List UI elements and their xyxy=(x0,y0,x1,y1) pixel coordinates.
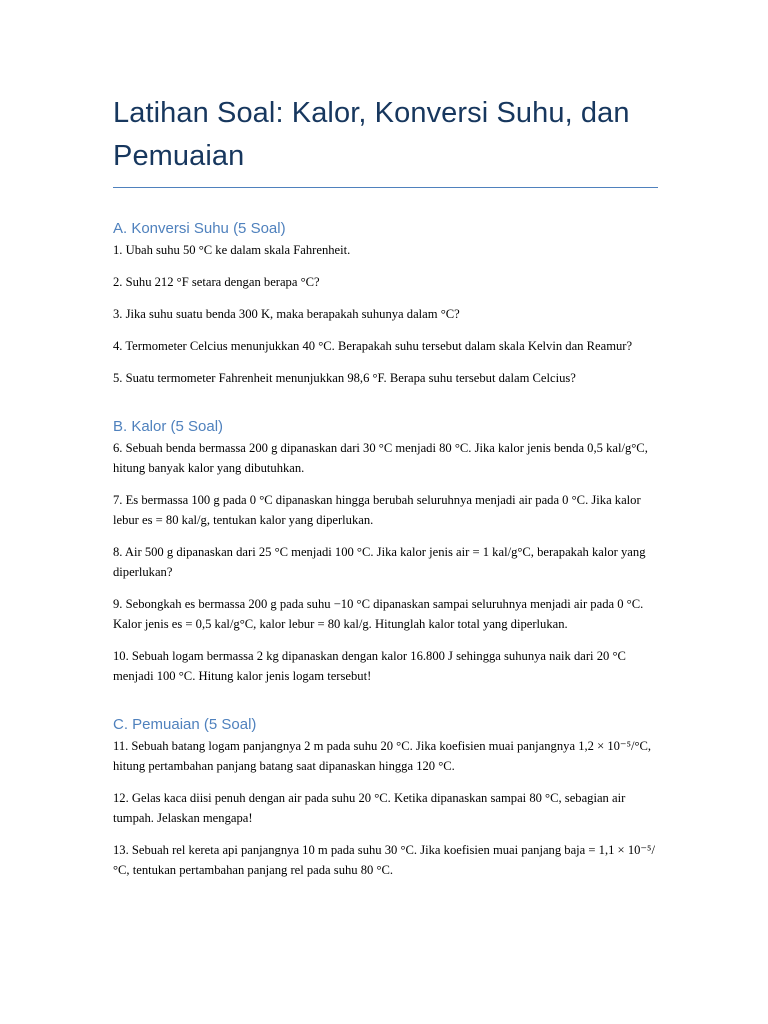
document-title: Latihan Soal: Kalor, Konversi Suhu, dan Pemuaian xyxy=(113,97,630,172)
question-item: 12. Gelas kaca diisi penuh dengan air pada suhu 20 °C. Ketika dipanaskan sampai 80 °C, sebagian air tumpah. Jelaskan mengapa! xyxy=(113,791,626,825)
question-item: 1. Ubah suhu 50 °C ke dalam skala Fahrenheit. xyxy=(113,243,351,257)
question-item: 10. Sebuah logam bermassa 2 kg dipanaskan dengan kalor 16.800 J sehingga suhunya naik dari 20 °C menjadi 100 °C. Hitung kalor jenis logam tersebut! xyxy=(113,649,626,683)
title-divider xyxy=(113,187,658,188)
document-page xyxy=(113,92,658,892)
question-item: 6. Sebuah benda bermassa 200 g dipanaskan dari 30 °C menjadi 80 °C. Jika kalor jenis benda 0,5 kal/g°C, hitung banyak kalor yang dibutuhkan. xyxy=(113,441,648,475)
question-item: 4. Termometer Celcius menunjukkan 40 °C. Berapakah suhu tersebut dalam skala Kelvin dan Reamur? xyxy=(113,339,633,353)
question-item: 11. Sebuah batang logam panjangnya 2 m pada suhu 20 °C. Jika koefisien muai panjangnya 1,2 × 10⁻⁵/°C, hitung pertambahan panjang batang saat dipanaskan hingga 120 °C. xyxy=(113,739,652,773)
section-konversi-suhu xyxy=(113,219,658,388)
question-item: 2. Suhu 212 °F setara dengan berapa °C? xyxy=(113,275,320,289)
question-item: 7. Es bermassa 100 g pada 0 °C dipanaskan hingga berubah seluruhnya menjadi air pada 0 °C. Jika kalor lebur es = 80 kal/g, tentukan kalor yang diperlukan. xyxy=(113,493,641,527)
section-pemuaian xyxy=(113,715,658,880)
section-heading: B. Kalor (5 Soal) xyxy=(113,418,224,435)
question-item: 13. Sebuah rel kereta api panjangnya 10 m pada suhu 30 °C. Jika koefisien muai panjang baja = 1,1 × 10⁻⁵/°C, tentukan pertambahan panjang rel pada suhu 80 °C. xyxy=(113,843,655,877)
question-item: 5. Suatu termometer Fahrenheit menunjukkan 98,6 °F. Berapa suhu tersebut dalam Celcius? xyxy=(113,371,576,385)
question-item: 9. Sebongkah es bermassa 200 g pada suhu −10 °C dipanaskan sampai seluruhnya menjadi air pada 0 °C. Kalor jenis es = 0,5 kal/g°C, kalor lebur = 80 kal/g. Hitunglah kalor total yang diperlukan. xyxy=(113,597,644,631)
section-heading: C. Pemuaian (5 Soal) xyxy=(113,716,257,733)
question-item: 3. Jika suhu suatu benda 300 K, maka berapakah suhunya dalam °C? xyxy=(113,307,460,321)
section-heading: A. Konversi Suhu (5 Soal) xyxy=(113,220,286,237)
question-item: 8. Air 500 g dipanaskan dari 25 °C menjadi 100 °C. Jika kalor jenis air = 1 kal/g°C, berapakah kalor yang diperlukan? xyxy=(113,545,646,579)
section-kalor xyxy=(113,417,658,686)
